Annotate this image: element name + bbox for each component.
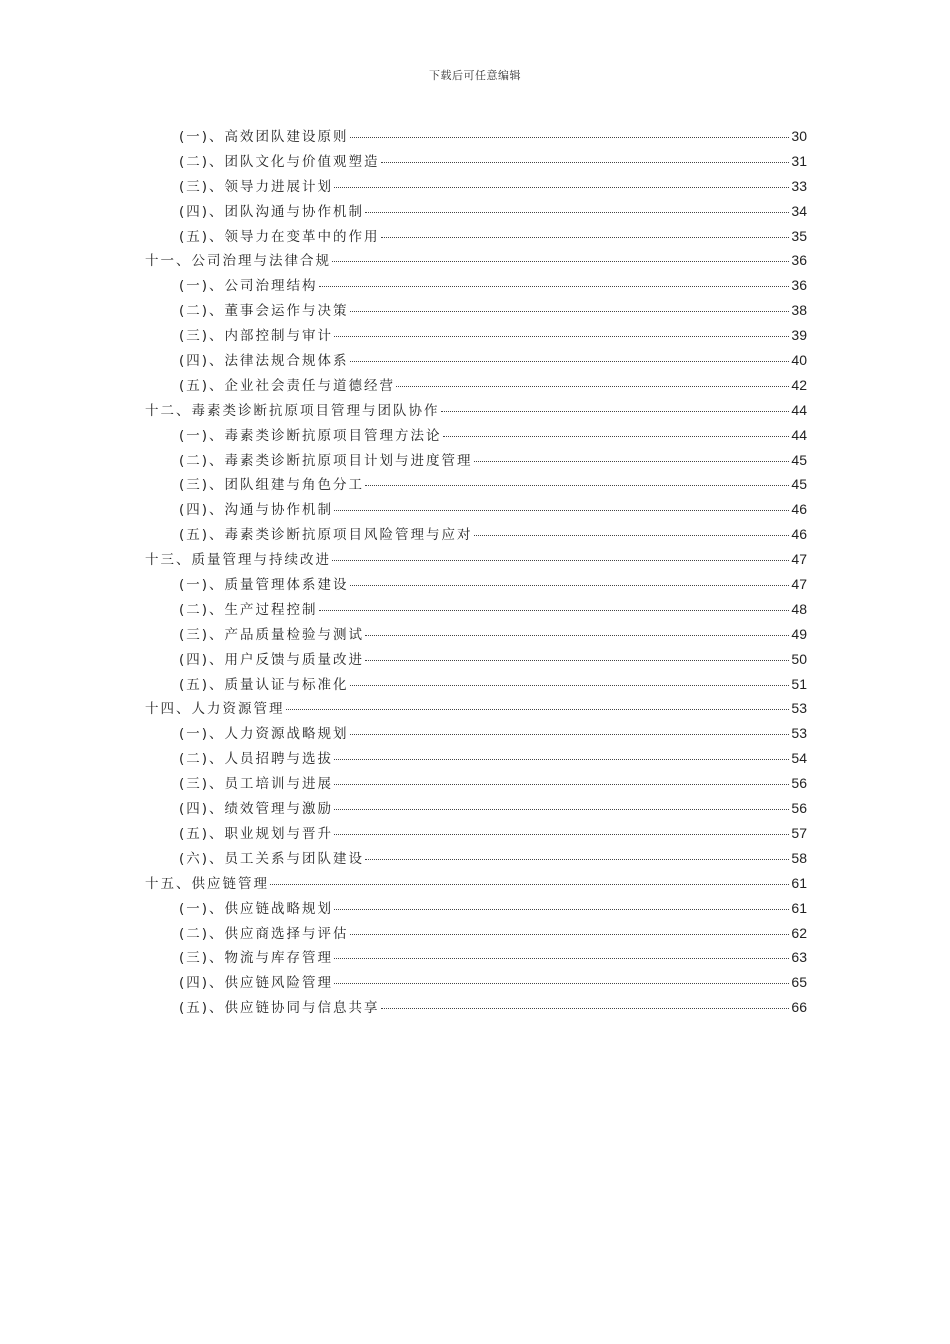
toc-dot-leader bbox=[334, 958, 789, 959]
toc-dot-leader bbox=[286, 709, 790, 710]
toc-entry-title: (二)、董事会运作与决策 bbox=[179, 303, 349, 320]
toc-dot-leader bbox=[443, 436, 790, 437]
toc-section-entry[interactable] bbox=[145, 673, 807, 698]
toc-section-entry[interactable] bbox=[145, 897, 807, 922]
toc-dot-leader bbox=[334, 983, 789, 984]
toc-page-number: 53 bbox=[791, 725, 807, 742]
toc-entry-title: (二)、团队文化与价值观塑造 bbox=[179, 153, 380, 170]
toc-entry-title: 十四、人力资源管理 bbox=[145, 701, 285, 718]
toc-entry-title: (四)、沟通与协作机制 bbox=[179, 502, 334, 519]
toc-dot-leader bbox=[350, 685, 790, 686]
toc-entry-title: (二)、供应商选择与评估 bbox=[179, 925, 349, 942]
toc-entry-title: (一)、高效团队建设原则 bbox=[179, 129, 349, 145]
toc-entry-title: (三)、员工培训与进展 bbox=[179, 776, 334, 793]
toc-section-entry[interactable] bbox=[145, 623, 807, 648]
toc-entry-title: (一)、公司治理结构 bbox=[179, 278, 318, 295]
toc-page-number: 45 bbox=[791, 451, 807, 468]
toc-dot-leader bbox=[381, 1008, 790, 1009]
toc-page-number: 57 bbox=[791, 824, 807, 841]
toc-page-number: 44 bbox=[791, 426, 807, 443]
toc-chapter-entry[interactable] bbox=[145, 697, 807, 722]
toc-entry-title: (三)、产品质量检验与测试 bbox=[179, 626, 365, 643]
toc-dot-leader bbox=[334, 834, 789, 835]
toc-dot-leader bbox=[350, 137, 790, 138]
toc-page-number: 34 bbox=[791, 202, 807, 219]
toc-dot-leader bbox=[365, 660, 789, 661]
toc-entry-title: (四)、用户反馈与质量改进 bbox=[179, 651, 365, 668]
toc-page-number: 45 bbox=[791, 476, 807, 493]
toc-entry-title: (三)、团队组建与角色分工 bbox=[179, 477, 365, 494]
table-of-contents bbox=[145, 125, 807, 1021]
toc-entry-title: (三)、内部控制与审计 bbox=[179, 328, 334, 345]
toc-dot-leader bbox=[350, 734, 790, 735]
toc-section-entry[interactable] bbox=[145, 125, 807, 150]
toc-page-number: 49 bbox=[791, 625, 807, 642]
toc-dot-leader bbox=[319, 610, 790, 611]
toc-page-number: 30 bbox=[791, 128, 807, 144]
toc-page-number: 50 bbox=[791, 650, 807, 667]
toc-section-entry[interactable] bbox=[145, 573, 807, 598]
toc-entry-title: (二)、生产过程控制 bbox=[179, 601, 318, 618]
toc-page-number: 46 bbox=[791, 501, 807, 518]
toc-dot-leader bbox=[365, 212, 789, 213]
toc-section-entry[interactable] bbox=[145, 175, 807, 200]
toc-page-number: 58 bbox=[791, 849, 807, 866]
toc-section-entry[interactable] bbox=[145, 996, 807, 1021]
toc-entry-title: (五)、毒素类诊断抗原项目风险管理与应对 bbox=[179, 527, 473, 544]
toc-dot-leader bbox=[381, 237, 790, 238]
toc-chapter-entry[interactable] bbox=[145, 548, 807, 573]
toc-section-entry[interactable] bbox=[145, 822, 807, 847]
toc-entry-title: (四)、法律法规合规体系 bbox=[179, 353, 349, 370]
toc-section-entry[interactable] bbox=[145, 324, 807, 349]
toc-entry-title: (五)、企业社会责任与道德经营 bbox=[179, 377, 396, 394]
toc-section-entry[interactable] bbox=[145, 772, 807, 797]
toc-dot-leader bbox=[381, 162, 790, 163]
toc-page-number: 36 bbox=[791, 277, 807, 294]
toc-dot-leader bbox=[350, 934, 790, 935]
toc-page-number: 51 bbox=[791, 675, 807, 692]
toc-dot-leader bbox=[334, 759, 789, 760]
toc-dot-leader bbox=[334, 510, 789, 511]
toc-page-number: 54 bbox=[791, 750, 807, 767]
toc-page-number: 61 bbox=[791, 899, 807, 916]
toc-section-entry[interactable] bbox=[145, 424, 807, 449]
toc-section-entry[interactable] bbox=[145, 946, 807, 971]
toc-dot-leader bbox=[319, 286, 790, 287]
toc-chapter-entry[interactable] bbox=[145, 399, 807, 424]
toc-section-entry[interactable] bbox=[145, 473, 807, 498]
toc-entry-title: 十二、毒素类诊断抗原项目管理与团队协作 bbox=[145, 402, 440, 419]
toc-entry-title: (一)、质量管理体系建设 bbox=[179, 577, 349, 594]
toc-page-number: 44 bbox=[791, 401, 807, 418]
toc-dot-leader bbox=[270, 884, 789, 885]
toc-page-number: 42 bbox=[791, 376, 807, 393]
toc-dot-leader bbox=[334, 336, 789, 337]
toc-section-entry[interactable] bbox=[145, 797, 807, 822]
toc-entry-title: 十一、公司治理与法律合规 bbox=[145, 253, 331, 270]
toc-dot-leader bbox=[350, 585, 790, 586]
toc-page-number: 38 bbox=[791, 302, 807, 319]
toc-dot-leader bbox=[350, 311, 790, 312]
toc-section-entry[interactable] bbox=[145, 498, 807, 523]
toc-section-entry[interactable] bbox=[145, 847, 807, 872]
toc-dot-leader bbox=[350, 361, 790, 362]
toc-page-number: 47 bbox=[791, 551, 807, 568]
toc-dot-leader bbox=[474, 535, 790, 536]
toc-section-entry[interactable] bbox=[145, 150, 807, 175]
toc-page-number: 65 bbox=[791, 974, 807, 991]
toc-page-number: 39 bbox=[791, 327, 807, 344]
toc-page-number: 53 bbox=[791, 700, 807, 717]
toc-section-entry[interactable] bbox=[145, 349, 807, 374]
toc-dot-leader bbox=[332, 560, 789, 561]
toc-section-entry[interactable] bbox=[145, 225, 807, 250]
toc-entry-title: (六)、员工关系与团队建设 bbox=[179, 850, 365, 867]
toc-page-number: 40 bbox=[791, 352, 807, 369]
toc-page-number: 63 bbox=[791, 949, 807, 966]
toc-dot-leader bbox=[474, 461, 790, 462]
toc-entry-title: (五)、供应链协同与信息共享 bbox=[179, 1000, 380, 1017]
toc-entry-title: (二)、毒素类诊断抗原项目计划与进度管理 bbox=[179, 452, 473, 469]
toc-page-number: 35 bbox=[791, 227, 807, 244]
toc-entry-title: (一)、人力资源战略规划 bbox=[179, 726, 349, 743]
toc-section-entry[interactable] bbox=[145, 299, 807, 324]
toc-section-entry[interactable] bbox=[145, 747, 807, 772]
toc-page-number: 36 bbox=[791, 252, 807, 269]
toc-page-number: 46 bbox=[791, 526, 807, 543]
toc-page-number: 61 bbox=[791, 874, 807, 891]
toc-section-entry[interactable] bbox=[145, 200, 807, 225]
toc-dot-leader bbox=[396, 386, 789, 387]
toc-section-entry[interactable] bbox=[145, 274, 807, 299]
toc-page-number: 33 bbox=[791, 177, 807, 194]
toc-dot-leader bbox=[441, 411, 790, 412]
toc-dot-leader bbox=[334, 784, 789, 785]
toc-section-entry[interactable] bbox=[145, 449, 807, 474]
toc-section-entry[interactable] bbox=[145, 722, 807, 747]
toc-entry-title: (三)、物流与库存管理 bbox=[179, 950, 334, 967]
toc-entry-title: (一)、供应链战略规划 bbox=[179, 900, 334, 917]
toc-dot-leader bbox=[334, 809, 789, 810]
toc-dot-leader bbox=[365, 859, 789, 860]
toc-section-entry[interactable] bbox=[145, 374, 807, 399]
toc-entry-title: 十三、质量管理与持续改进 bbox=[145, 552, 331, 569]
toc-page-number: 31 bbox=[791, 152, 807, 169]
toc-section-entry[interactable] bbox=[145, 523, 807, 548]
toc-page-number: 48 bbox=[791, 600, 807, 617]
toc-entry-title: (二)、人员招聘与选拔 bbox=[179, 751, 334, 768]
toc-page-number: 56 bbox=[791, 775, 807, 792]
toc-entry-title: (五)、职业规划与晋升 bbox=[179, 825, 334, 842]
toc-dot-leader bbox=[332, 261, 789, 262]
toc-section-entry[interactable] bbox=[145, 922, 807, 947]
toc-page-number: 62 bbox=[791, 924, 807, 941]
toc-entry-title: 十五、供应链管理 bbox=[145, 875, 269, 892]
page-header: 下载后可任意编辑 bbox=[429, 69, 521, 82]
toc-entry-title: (五)、领导力在变革中的作用 bbox=[179, 228, 380, 245]
toc-dot-leader bbox=[334, 187, 789, 188]
toc-chapter-entry[interactable] bbox=[145, 872, 807, 897]
toc-entry-title: (一)、毒素类诊断抗原项目管理方法论 bbox=[179, 427, 442, 444]
toc-entry-title: (三)、领导力进展计划 bbox=[179, 178, 334, 195]
toc-chapter-entry[interactable] bbox=[145, 249, 807, 274]
toc-section-entry[interactable] bbox=[145, 648, 807, 673]
toc-entry-title: (四)、供应链风险管理 bbox=[179, 975, 334, 992]
toc-page-number: 56 bbox=[791, 800, 807, 817]
toc-page-number: 47 bbox=[791, 576, 807, 593]
toc-entry-title: (五)、质量认证与标准化 bbox=[179, 676, 349, 693]
toc-entry-title: (四)、绩效管理与激励 bbox=[179, 801, 334, 818]
toc-section-entry[interactable] bbox=[145, 598, 807, 623]
toc-dot-leader bbox=[334, 909, 789, 910]
toc-entry-title: (四)、团队沟通与协作机制 bbox=[179, 203, 365, 220]
toc-section-entry[interactable] bbox=[145, 971, 807, 996]
toc-dot-leader bbox=[365, 485, 789, 486]
toc-page-number: 66 bbox=[791, 999, 807, 1016]
toc-dot-leader bbox=[365, 635, 789, 636]
